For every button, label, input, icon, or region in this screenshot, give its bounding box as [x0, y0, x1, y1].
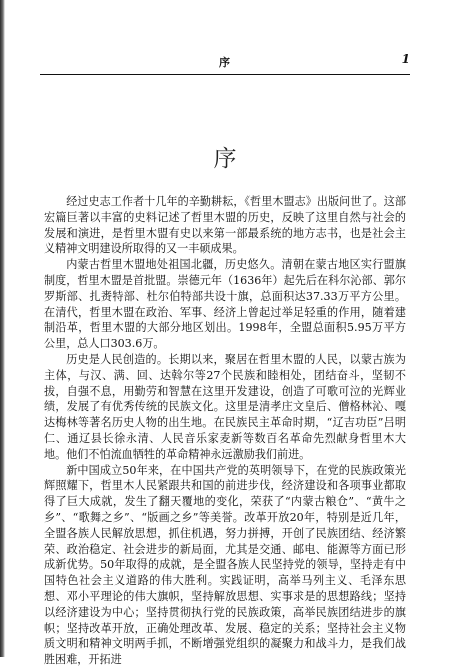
running-header-title: 序: [219, 56, 231, 69]
header-rule: [40, 74, 410, 75]
running-header: [40, 52, 410, 72]
paragraph: 经过史志工作者十几年的辛勤耕耘，《哲里木盟志》出版问世了。这部宏篇巨著以丰富的史料记述了哲里木盟的历史，反映了这里自然与社会的发展和演进，是哲里木盟有史以来第一部最系统的地方志书，也是社会主义精神文明建设所取得的又一丰硕成果。: [44, 195, 406, 256]
scan-edge-shadow: [0, 0, 5, 657]
paragraph: 内蒙古哲里木盟地处祖国北疆，历史悠久。清朝在蒙古地区实行盟旗制度，哲里木盟是首批盟。崇德元年（1636年）起先后在科尔沁部、郭尔罗斯部、扎赉特部、杜尔伯特部共设十旗，总面积达37.33万平方公里。在清代，哲里木盟在政治、军事、经济上曾起过举足轻重的作用，随着建制沿革，哲里木盟的大部分地区划出。1998年，全盟总面积5.95万平方公里，总人口303.6万。: [44, 258, 406, 351]
paragraph: 新中国成立50年来，在中国共产党的英明领导下，在党的民族政策光辉照耀下，哲里木人民紧跟共和国的前进步伐，经济建设和各项事业都取得了巨大成就，发生了翻天覆地的变化，荣获了“内蒙古粮仓”、“黄牛之乡”、“歌舞之乡”、“版画之乡”等美誉。改革开放20年，特别是近几年，全盟各族人民解放思想，抓住机遇，努力拼搏，开创了民族团结、经济繁荣、政治稳定、社会进步的新局面，尤其是交通、邮电、能源等方面已形成新优势。50年取得的成就，是全盟各族人民坚持党的领导，坚持走有中国特色社会主义道路的伟大胜利。实践证明，高举马列主义、毛泽东思想、邓小平理论的伟大旗帜，坚持解放思想、实事求是的思想路线；坚持以经济建设为中心；坚持贯彻执行党的民族政策，高举民族团结进步的旗帜；坚持改革开放，正确处理改革、发展、稳定的关系；坚持社会主义物质文明和精神文明两手抓，不断增强党组织的凝聚力和战斗力，是我们战胜困难，开拓进: [44, 463, 406, 667]
paragraph: 历史是人民创造的。长期以来，聚居在哲里木盟的人民，以蒙古族为主体，与汉、满、回、达斡尔等27个民族和睦相处，团结奋斗，坚韧不拔，自强不息，用勤劳和智慧在这里开发建设，创造了可歌可泣的光辉业绩，发展了有优秀传统的民族文化。这里是清孝庄文皇后、僧格林沁、嘎达梅林等著名历史人物的出生地。在民族民主革命时期，“辽吉功臣”吕明仁、通辽县长徐永清、人民音乐家麦新等数百名革命先烈献身哲里木大地。他们不怕流血牺牲的革命精神永远激励我们前进。: [44, 352, 406, 461]
body-text: [44, 194, 406, 668]
page-number: 1: [401, 52, 410, 66]
chapter-title: 序: [213, 146, 237, 172]
